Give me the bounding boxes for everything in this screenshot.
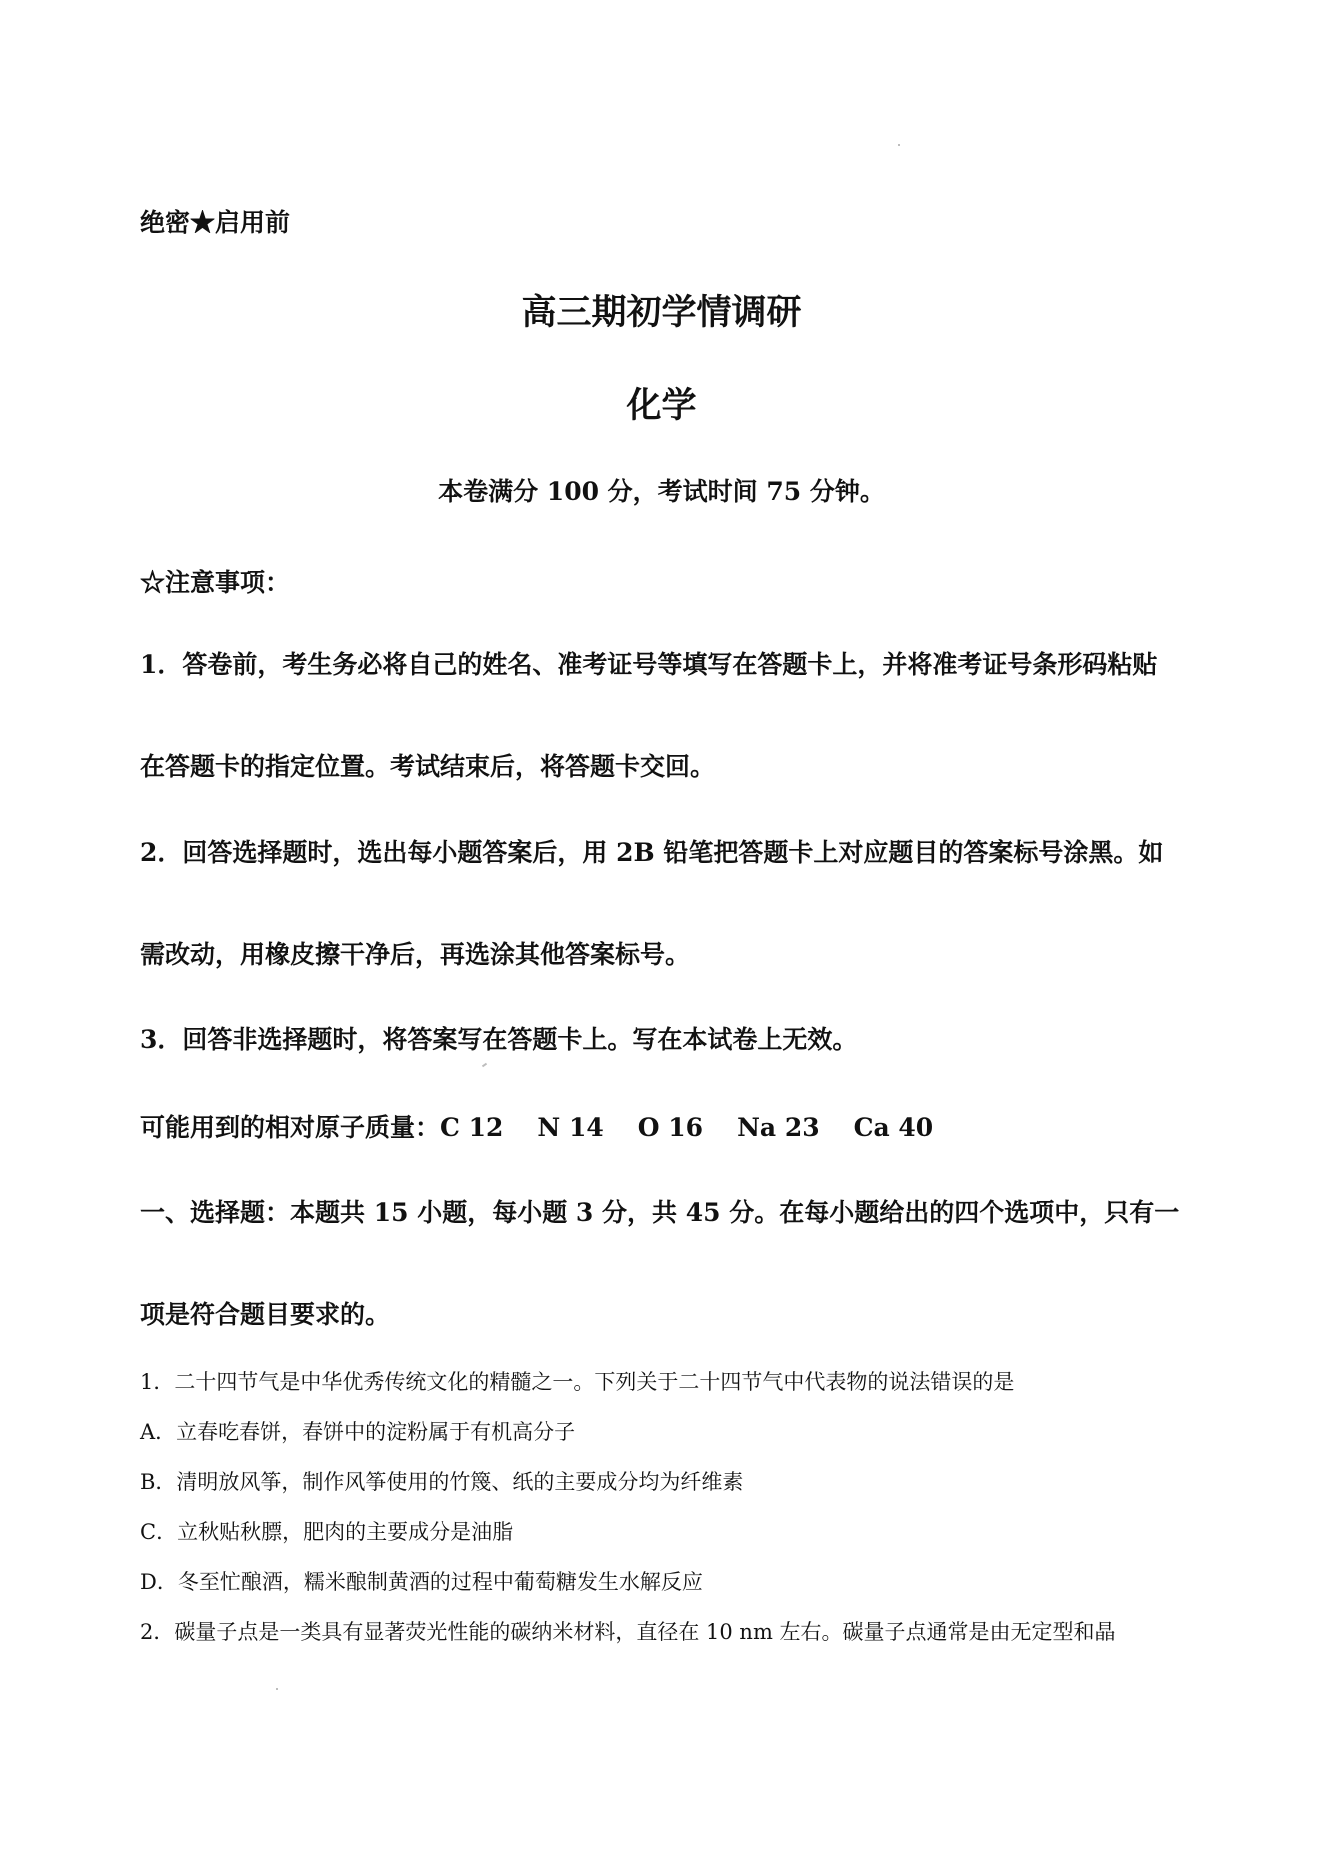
question-1-option-d: D．冬至忙酿酒，糯米酿制黄酒的过程中葡萄糖发生水解反应 — [140, 1570, 703, 1594]
scan-speck — [898, 144, 900, 146]
atomic-mass-item: O 16 — [637, 1113, 704, 1142]
atomic-mass-item: N 14 — [537, 1113, 604, 1142]
notice-item-1-line-1: 1．答卷前，考生务必将自己的姓名、准考证号等填写在答题卡上，并将准考证号条形码粘贴 — [140, 650, 1158, 679]
question-2-stem: 2．碳量子点是一类具有显著荧光性能的碳纳米材料，直径在 10 nm 左右。碳量子点通常是由无定型和晶 — [140, 1620, 1116, 1644]
atomic-masses-label: 可能用到的相对原子质量： — [140, 1113, 441, 1142]
question-1-option-b: B．清明放风筝，制作风筝使用的竹篾、纸的主要成分均为纤维素 — [140, 1470, 744, 1494]
scan-speck — [276, 1688, 278, 1690]
atomic-mass-item: Ca 40 — [853, 1113, 934, 1142]
secret-mark: 绝密★启用前 — [140, 208, 291, 237]
exam-subject: 化学 — [626, 385, 697, 426]
notice-item-2-line-2: 需改动，用橡皮擦干净后，再选涂其他答案标号。 — [140, 940, 691, 969]
notice-heading: ☆注意事项： — [140, 568, 291, 597]
question-1-option-c: C．立秋贴秋膘，肥肉的主要成分是油脂 — [140, 1520, 514, 1544]
score-info: 本卷满分 100 分，考试时间 75 分钟。 — [438, 477, 885, 506]
notice-item-2-line-1: 2．回答选择题时，选出每小题答案后，用 2B 铅笔把答题卡上对应题目的答案标号涂黑。如 — [140, 838, 1164, 867]
question-1-option-a: A．立春吃春饼，春饼中的淀粉属于有机高分子 — [140, 1420, 576, 1444]
atomic-masses — [140, 1113, 933, 1143]
section-one-heading-line-2: 项是符合题目要求的。 — [140, 1300, 391, 1329]
scan-speck — [482, 1063, 487, 1068]
notice-item-1-line-2: 在答题卡的指定位置。考试结束后，将答题卡交回。 — [140, 752, 716, 781]
atomic-mass-item: C 12 — [440, 1113, 504, 1142]
exam-title: 高三期初学情调研 — [521, 292, 802, 333]
atomic-mass-item: Na 23 — [737, 1113, 820, 1142]
question-1-stem: 1．二十四节气是中华优秀传统文化的精髓之一。下列关于二十四节气中代表物的说法错误的是 — [140, 1370, 1015, 1394]
notice-item-3: 3．回答非选择题时，将答案写在答题卡上。写在本试卷上无效。 — [140, 1025, 858, 1054]
section-one-heading-line-1: 一、选择题：本题共 15 小题，每小题 3 分，共 45 分。在每小题给出的四个选项中，只有一 — [140, 1198, 1180, 1227]
